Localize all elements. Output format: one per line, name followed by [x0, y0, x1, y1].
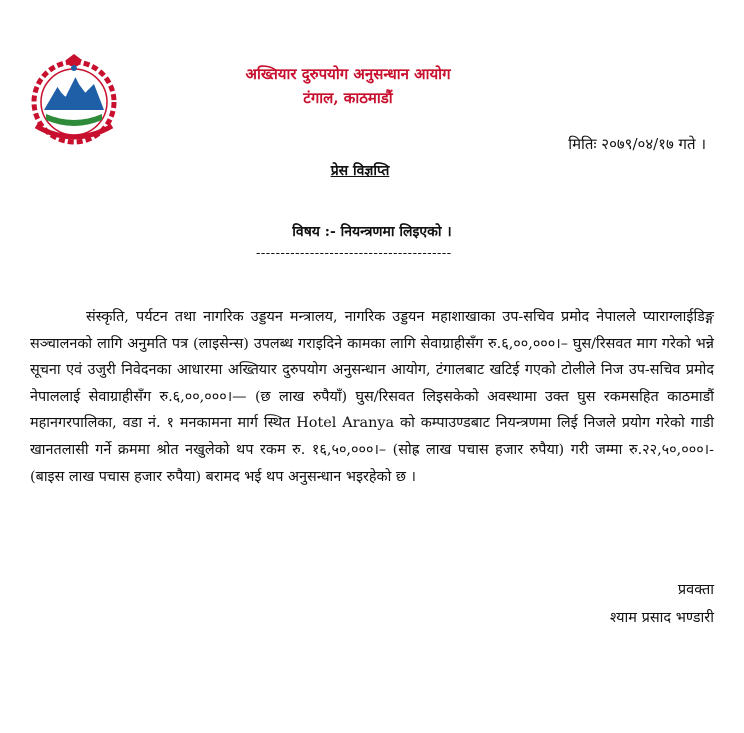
organization-name: अख्तियार दुरुपयोग अनुसन्धान आयोग: [245, 65, 451, 83]
nepal-emblem-icon: [26, 52, 122, 148]
organization-location: टंगाल, काठमाडौं: [303, 89, 393, 107]
body-paragraph: संस्कृति, पर्यटन तथा नागरिक उड्डयन मन्त्रालय, नागरिक उड्डयन महाशाखाका उप-सचिव प्रमोद नेपालले प्याराग्लाईडिङ्ग सञ्चालनको लागि अनुमति पत्र (लाइसेन्स) उपलब्ध गराइदिने कामका लागि सेवाग्राहीसँग रु.६,००,०००।– घुस/रिसवत माग गरेको भन्ने सूचना एवं उजुरी निवेदनका आधारमा अख्तियार दुरुपयोग अनुसन्धान आयोग, टंगालबाट खटिई गएको टोलीले निज उप-सचिव प्रमोद नेपाललाई सेवाग्राहीसँग रु.६,००,०००।— (छ लाख रुपैयाँ) घुस/रिसवत लिइसकेको अवस्थामा उक्त घुस रकमसहित काठमाडौं महानगरपालिका, वडा नं. १ मनकामना मार्ग स्थित Hotel Aranya को कम्पाउण्डबाट नियन्त्रणमा लिई निजले प्रयोग गरेको गाडी खानतलासी गर्ने क्रममा श्रोत नखुलेको थप रकम रु. १६,५०,०००।– (सोह्र लाख पचास हजार रुपैया) गरी जम्मा रु.२२,५०,०००।- (बाइस लाख पचास हजार रुपैया) बरामद भई थप अनुसन्धान भइरहेको छ ।: [30, 309, 714, 485]
date-line: मितिः २०७९/०४/१७ गते ।: [568, 135, 706, 153]
separator-line: ----------------------------------------: [256, 246, 452, 261]
document-title-row: [0, 160, 744, 180]
organization-header: [188, 62, 508, 110]
document-title: प्रेस विज्ञप्ति: [330, 163, 390, 179]
signature-title: प्रवक्ता: [677, 582, 714, 598]
signature-block: [610, 576, 714, 632]
subject-line: विषय :- नियन्त्रणमा लिइएको ।: [292, 224, 452, 240]
signature-name: श्याम प्रसाद भण्डारी: [609, 610, 714, 626]
